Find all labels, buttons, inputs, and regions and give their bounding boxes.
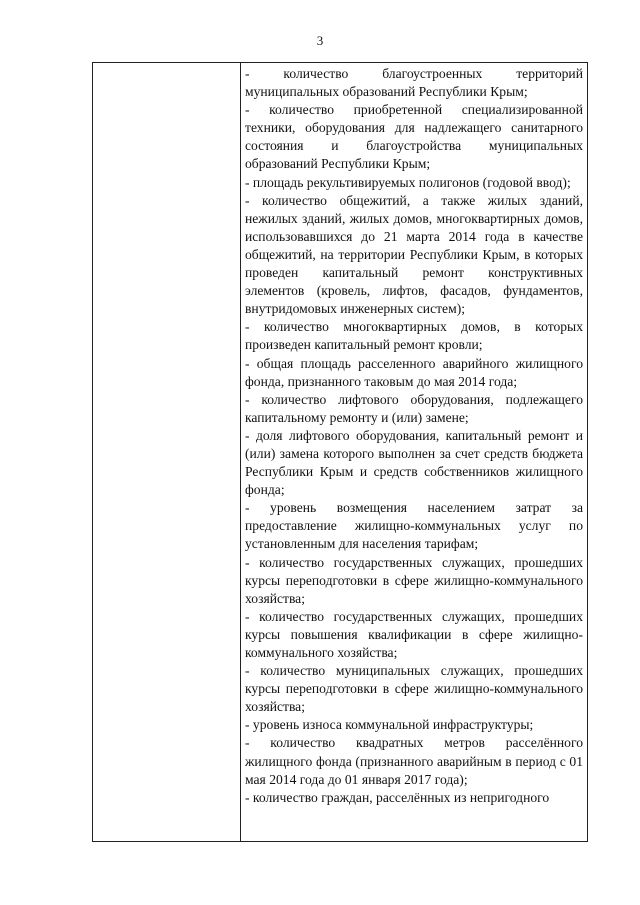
indicator-item: - уровень возмещения населением затрат за предоставление жилищно-коммунальных услуг по установленным для населения тарифам; bbox=[245, 500, 583, 552]
table-left-cell bbox=[93, 63, 241, 841]
indicator-item: - количество приобретенной специализированной техники, оборудования для надлежащего санитарного состояния и благоустройства муниципальных образований Республики Крым; bbox=[245, 102, 583, 172]
indicators-table bbox=[92, 62, 588, 842]
indicator-item: - количество лифтового оборудования, подлежащего капитальному ремонту и (или) замене; bbox=[245, 391, 583, 425]
indicator-item: - количество многоквартирных домов, в которых произведен капитальный ремонт кровли; bbox=[245, 319, 583, 353]
indicator-item: - количество государственных служащих, прошедших курсы переподготовки в сфере жилищно-коммунального хозяйства; bbox=[245, 554, 583, 606]
table-right-cell bbox=[241, 63, 587, 841]
indicator-item: - уровень износа коммунальной инфраструктуры; bbox=[245, 717, 534, 733]
indicator-item: - количество квадратных метров расселённого жилищного фонда (признанного аварийным в период с 01 мая 2014 года до 01 января 2017 года); bbox=[245, 735, 583, 787]
indicator-item: - количество граждан, расселённых из непригодного bbox=[245, 789, 550, 805]
indicator-item: - количество благоустроенных территорий муниципальных образований Республики Крым; bbox=[245, 66, 583, 100]
page-number: 3 bbox=[316, 33, 324, 48]
indicator-item: - количество государственных служащих, прошедших курсы повышения квалификации в сфере жилищно-коммунального хозяйства; bbox=[245, 608, 583, 660]
indicator-item: - доля лифтового оборудования, капитальный ремонт и (или) замена которого выполнен за счет средств бюджета Республики Крым и средств собственников жилищного фонда; bbox=[245, 427, 583, 498]
indicator-item: - количество муниципальных служащих, прошедших курсы переподготовки в сфере жилищно-коммунального хозяйства; bbox=[245, 663, 583, 715]
indicator-item: - количество общежитий, а также жилых зданий, нежилых зданий, жилых домов, многоквартирных домов, использовавшихся до 21 марта 2014 года в качестве общежитий, на территории Республики Крым, в которых проведен капитальный ремонт конструктивных элементов (кровель, лифтов, фасадов, фундаментов, внутридомовых инженерных систем); bbox=[245, 192, 583, 317]
indicator-item: - общая площадь расселенного аварийного жилищного фонда, признанного таковым до мая 2014 года; bbox=[245, 355, 583, 389]
indicator-item: - площадь рекультивируемых полигонов (годовой ввод); bbox=[245, 174, 571, 190]
